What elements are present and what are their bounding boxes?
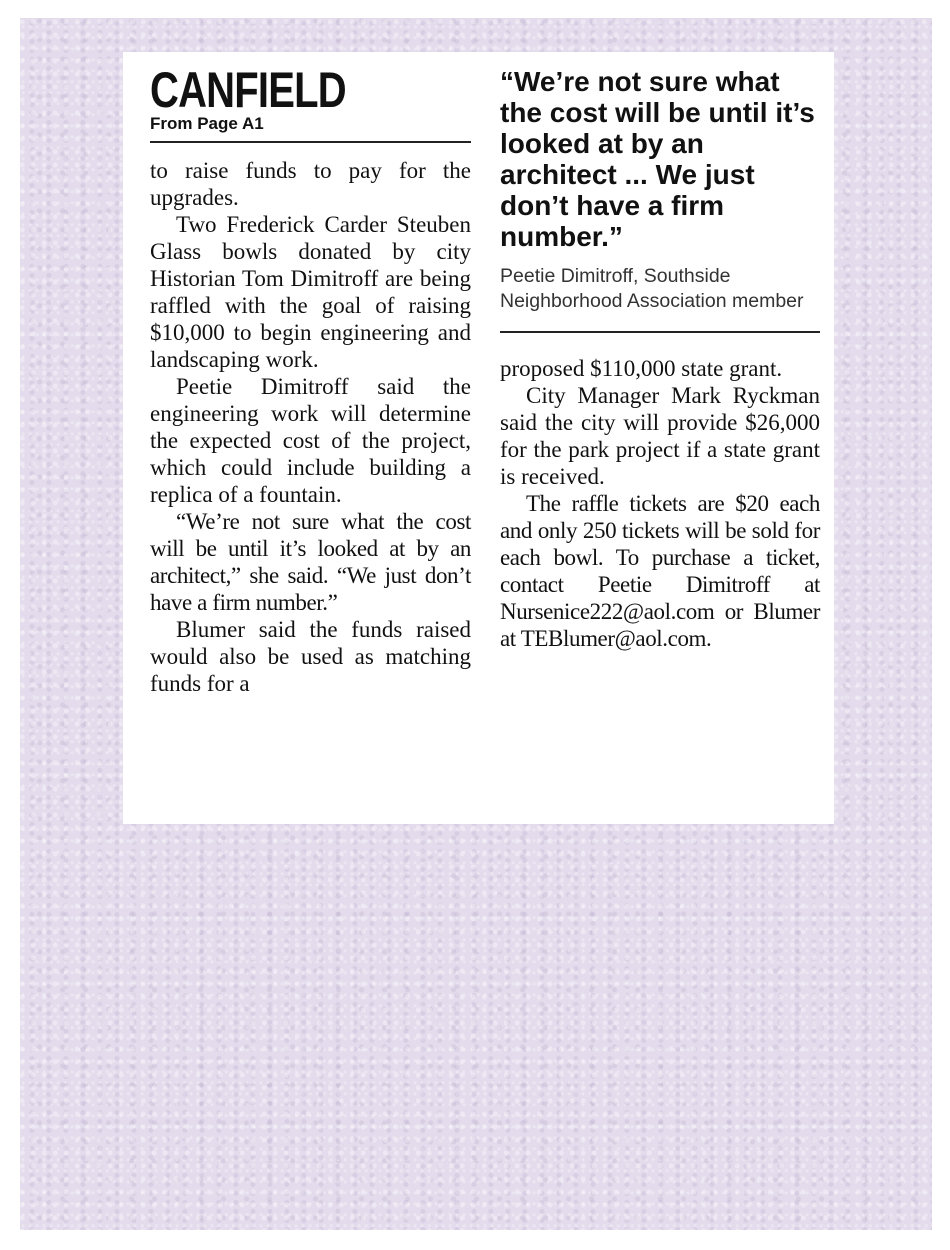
pull-quote-rule: [500, 331, 820, 333]
headline: CANFIELD: [150, 62, 346, 118]
body-paragraph: The raffle tickets are $20 each and only 250 tickets will be sold for each bowl. To purchase a ticket, contact Peetie Dimitroff at Nursenice222@aol.com or Blumer at TEBlumer@aol.com.: [500, 491, 820, 651]
pull-quote-attribution: Peetie Dimitroff, Southside Neighborhood Association member: [500, 265, 804, 312]
body-paragraph: proposed $110,000 state grant.: [500, 356, 783, 381]
body-paragraph: Blumer said the funds raised would also be used as matching funds for a: [150, 617, 471, 696]
body-paragraph: City Manager Mark Ryckman said the city will provide $26,000 for the park project if a state grant is received.: [500, 383, 820, 489]
body-paragraph: Peetie Dimitroff said the engineering work will determine the expected cost of the project, which could include building a replica of a fountain.: [150, 374, 471, 507]
right-column: [500, 66, 820, 652]
headline-rule: [150, 141, 471, 143]
newspaper-clipping: [123, 52, 834, 824]
body-paragraph: to raise funds to pay for the upgrades.: [150, 158, 471, 210]
jump-line: From Page A1: [150, 114, 264, 133]
pull-quote: “We’re not sure what the cost will be until it’s looked at by an architect ... We just don’t have a firm number.”: [500, 66, 815, 252]
body-paragraph: Two Frederick Carder Steuben Glass bowls donated by city Historian Tom Dimitroff are being raffled with the goal of raising $10,000 to begin engineering and landscaping work.: [150, 212, 471, 372]
left-column: [150, 62, 471, 697]
body-paragraph: “We’re not sure what the cost will be until it’s looked at by an architect,” she said. “We just don’t have a firm number.”: [150, 509, 471, 615]
